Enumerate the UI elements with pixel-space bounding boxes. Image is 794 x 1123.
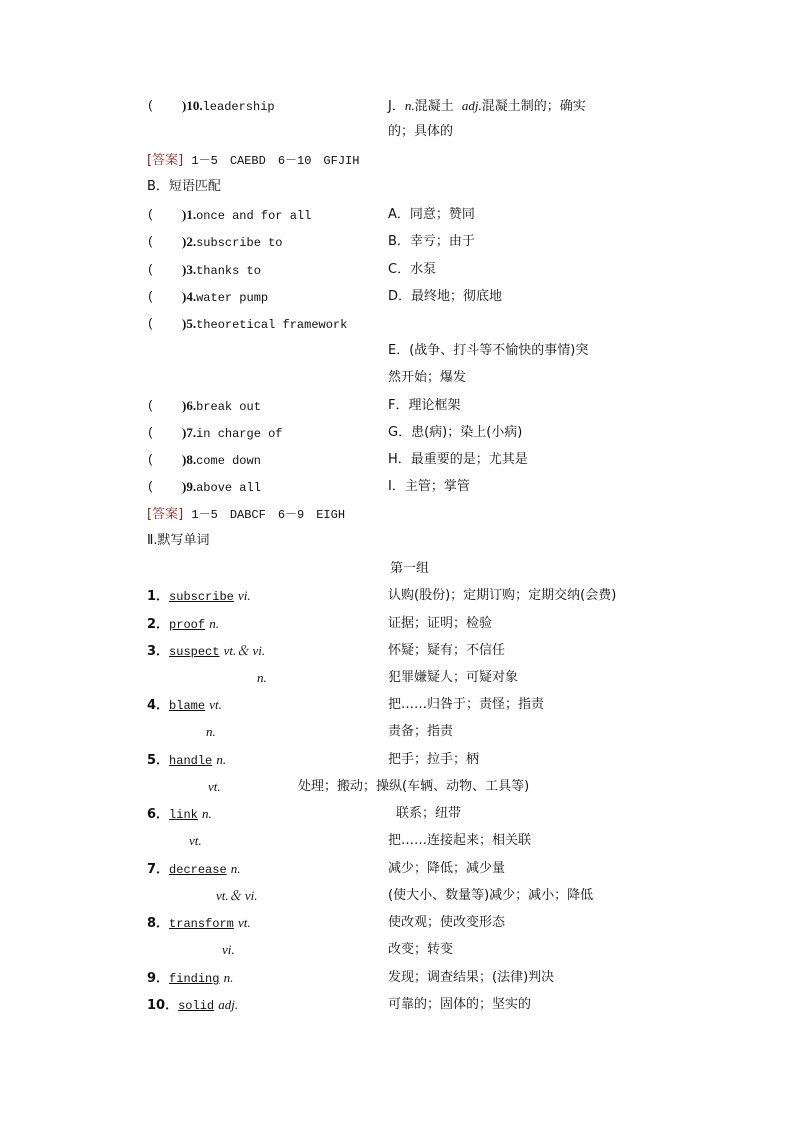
definition: 混凝土 [414, 99, 454, 114]
item-phrase: water pump [196, 291, 269, 305]
word: solid [178, 999, 215, 1013]
blank-paren: ( [147, 208, 184, 222]
word-number: 7． [147, 862, 170, 877]
word-def: 可靠的；固体的；坚实的 [388, 997, 532, 1012]
match-item [182, 289, 268, 306]
item-phrase: in charge of [196, 427, 283, 441]
word-sub-def: 改变；转变 [388, 942, 454, 957]
answer-text: 1－5 DABCF 6－9 EIGH [191, 508, 346, 522]
word-number: 5． [147, 753, 170, 768]
item-phrase: once and for all [196, 209, 312, 223]
word-item [147, 643, 265, 660]
blank-paren: ( [147, 290, 184, 304]
word: transform [169, 917, 234, 931]
option: D．最终地；彻底地 [388, 289, 503, 304]
word-def: 把……归咎于；责怪；指责 [388, 697, 545, 712]
blank-paren: ( [147, 399, 184, 413]
option: H．最重要的是；尤其是 [388, 452, 528, 467]
match-item [182, 262, 261, 279]
option: E．(战争、打斗等不愉快的事情)突 [388, 343, 589, 358]
blank-paren: ( [147, 480, 184, 494]
word-number: 10． [147, 998, 179, 1013]
sub-pos: vt.＆ vi. [216, 888, 258, 903]
item-number: )9. [182, 479, 197, 494]
word-def: 联系；纽带 [396, 806, 462, 821]
section-ii-title: Ⅱ.默写单词 [147, 533, 210, 548]
word-sub-def: 责备；指责 [388, 724, 454, 739]
option: C．水泵 [388, 262, 437, 277]
item-phrase: leadership [202, 100, 275, 114]
blank-paren: ( [147, 453, 184, 467]
item-number: )1. [182, 207, 197, 222]
pos: n. [404, 98, 415, 113]
pos: vi. [238, 588, 251, 603]
sub-pos: n. [257, 670, 267, 685]
option-j [388, 98, 586, 115]
pos: vt. [238, 915, 251, 930]
sub-pos: vt. [189, 833, 202, 848]
sub-pos: n. [206, 724, 216, 739]
word-item [147, 970, 233, 987]
match-item [182, 207, 311, 224]
word: proof [169, 618, 206, 632]
blank-paren: ( [147, 235, 184, 249]
option: A．同意；赞同 [388, 207, 475, 222]
item-phrase: above all [196, 481, 261, 495]
word-number: 4． [147, 698, 170, 713]
blank-paren: ( [147, 317, 184, 331]
match-item [182, 425, 283, 442]
word-item [147, 697, 222, 714]
word-def: 使改观；使改变形态 [388, 915, 506, 930]
option-j-cont: 的；具体的 [388, 124, 454, 139]
word-item [147, 588, 251, 605]
word-item [147, 616, 219, 633]
word: finding [169, 972, 220, 986]
word-def: 发现；调查结果；(法律)判决 [388, 970, 555, 985]
word: blame [169, 699, 206, 713]
match-item [182, 452, 261, 469]
word: handle [169, 754, 213, 768]
word-number: 6． [147, 807, 170, 822]
sub-pos: vt. [208, 779, 221, 794]
word-number: 9． [147, 971, 170, 986]
match-item-10 [182, 98, 275, 115]
option: B．幸亏；由于 [388, 234, 475, 249]
answer-line-b [147, 507, 345, 523]
blank-paren: ( [147, 426, 184, 440]
pos: n. [202, 806, 212, 821]
option: I．主管；掌管 [388, 479, 470, 494]
word-def: 认购(股份)；定期订购；定期交纳(会费) [388, 588, 617, 603]
item-phrase: break out [196, 400, 261, 414]
option: F．理论框架 [388, 398, 461, 413]
item-number: )4. [182, 289, 197, 304]
answer-label: [答案] [147, 153, 184, 168]
match-item [182, 479, 261, 496]
pos: adj. [461, 98, 482, 113]
word-item [147, 915, 251, 932]
item-number: )6. [182, 398, 197, 413]
word: suspect [169, 645, 220, 659]
word-number: 1． [147, 589, 170, 604]
word-def: 证据；证明；检验 [388, 616, 493, 631]
word-def: 减少；降低；减少量 [388, 861, 506, 876]
option: G．患(病)；染上(小病) [388, 425, 523, 440]
item-phrase: come down [196, 454, 261, 468]
pos: adj. [218, 997, 239, 1012]
word-number: 3． [147, 644, 170, 659]
item-number: )7. [182, 425, 197, 440]
pos: vt.＆ vi. [223, 643, 266, 658]
group-title: 第一组 [390, 561, 430, 576]
word-sub-def: 处理；搬动；操纵(车辆、动物、工具等) [298, 779, 530, 794]
pos: vt. [209, 697, 222, 712]
item-number: )3. [182, 262, 197, 277]
answer-line-a [147, 153, 359, 169]
word-def: 怀疑；疑有；不信任 [388, 643, 506, 658]
pos: n. [223, 970, 234, 985]
match-item [182, 316, 347, 333]
item-phrase: theoretical framework [196, 318, 348, 332]
match-item [182, 398, 261, 415]
match-item [182, 234, 283, 251]
item-number: )8. [182, 452, 197, 467]
word-sub-def: (使大小、数量等)减少；减小；降低 [388, 888, 594, 903]
sub-pos: vi. [222, 942, 235, 957]
item-number: )10. [182, 98, 203, 113]
word: decrease [169, 863, 227, 877]
word-sub-def: 把……连接起来；相关联 [388, 833, 532, 848]
section-b-title: B．短语匹配 [147, 179, 221, 194]
answer-label: [答案] [147, 507, 184, 522]
word-def: 把手；拉手；柄 [388, 752, 480, 767]
word-item [147, 997, 238, 1014]
blank-paren: ( [147, 263, 184, 277]
option-cont: 然开始；爆发 [388, 370, 467, 385]
pos: n. [230, 861, 241, 876]
word-number: 8． [147, 916, 170, 931]
item-phrase: thanks to [196, 264, 261, 278]
option-letter: J． [388, 99, 405, 114]
word-number: 2． [147, 617, 170, 632]
word: link [169, 808, 198, 822]
definition: 混凝土制的；确实 [481, 99, 586, 114]
word-sub-def: 犯罪嫌疑人；可疑对象 [388, 670, 519, 685]
item-number: )5. [182, 316, 197, 331]
word-item [147, 806, 212, 823]
word: subscribe [169, 590, 234, 604]
item-number: )2. [182, 234, 197, 249]
blank-paren: ( [147, 99, 184, 113]
pos: n. [209, 616, 219, 631]
word-item [147, 861, 241, 878]
answer-text: 1－5 CAEBD 6－10 GFJIH [191, 154, 360, 168]
item-phrase: subscribe to [196, 236, 283, 250]
word-item [147, 752, 226, 769]
pos: n. [216, 752, 227, 767]
